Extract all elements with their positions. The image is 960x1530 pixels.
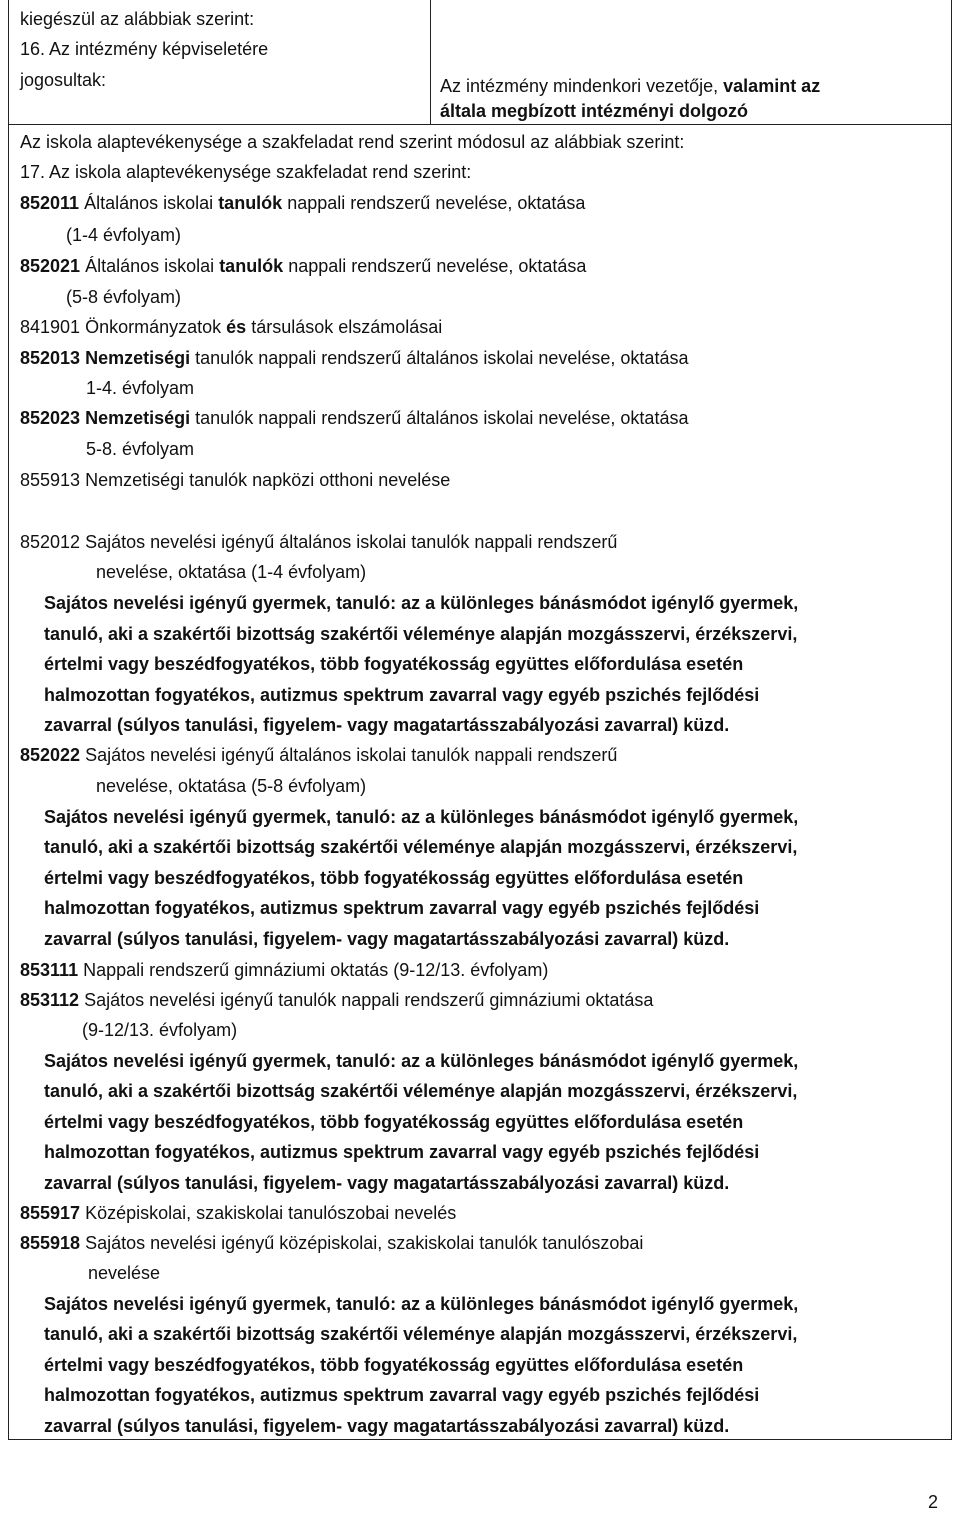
sni-definition-1-line4: halmozottan fogyatékos, autizmus spektrum zavarral vagy egyéb pszichés fejlődési xyxy=(44,685,760,705)
item16-value-line1 xyxy=(440,75,820,97)
sni-definition-2-line2: tanuló, aki a szakértői bizottság szakértői véleménye alapján mozgásszervi, érzékszervi, xyxy=(44,837,798,857)
sni-definition-1-line3: értelmi vagy beszédfogyatékos, több fogyatékosság együttes előfordulása esetén xyxy=(44,654,744,674)
item16-value-part1: Az intézmény mindenkori vezetője, xyxy=(440,76,719,96)
sni-definition-3-line2: tanuló, aki a szakértői bizottság szakértői véleménye alapján mozgásszervi, érzékszervi, xyxy=(44,1081,798,1101)
sni-definition-2-line5: zavarral (súlyos tanulási, figyelem- vagy magatartásszabályozási zavarral) küzd. xyxy=(44,929,730,949)
entry-852021-cont: (5-8 évfolyam) xyxy=(66,287,182,307)
section-intro: Az iskola alaptevékenysége a szakfeladat rend szerint módosul az alábbiak szerint: xyxy=(20,132,685,152)
sni-definition-3-line4: halmozottan fogyatékos, autizmus spektrum zavarral vagy egyéb pszichés fejlődési xyxy=(44,1142,760,1162)
entry-text-part3: nappali rendszerű nevelése, oktatása xyxy=(287,193,586,213)
entry-text-part1: Általános iskolai xyxy=(85,256,215,276)
sni-definition-4-line1: Sajátos nevelési igényű gyermek, tanuló: az a különleges bánásmódot igénylő gyermek, xyxy=(44,1294,799,1314)
entry-code: 853112 xyxy=(20,990,80,1010)
entry-853112 xyxy=(20,989,653,1011)
frame-bottom-border xyxy=(8,1439,952,1440)
entry-text-part3: társulások elszámolásai xyxy=(251,317,443,337)
sni-definition-3-line3: értelmi vagy beszédfogyatékos, több fogyatékosság együttes előfordulása esetén xyxy=(44,1112,744,1132)
entry-code: 853111 xyxy=(20,960,79,980)
frame-column-divider xyxy=(430,0,431,124)
entry-text-part1: Nemzetiségi xyxy=(85,408,191,428)
header-intro: kiegészül az alábbiak szerint: xyxy=(20,9,255,29)
entry-text-part3: tanulók nappali rendszerű általános iskolai nevelése, oktatása xyxy=(195,348,689,368)
entry-855917 xyxy=(20,1202,456,1224)
item16-value-part2: valamint az xyxy=(723,76,821,96)
entry-text-part3: nappali rendszerű nevelése, oktatása xyxy=(288,256,587,276)
entry-853111 xyxy=(20,959,548,981)
entry-text-part1: Nemzetiségi xyxy=(85,348,191,368)
sni-definition-1-line5: zavarral (súlyos tanulási, figyelem- vagy magatartásszabályozási zavarral) küzd. xyxy=(44,715,730,735)
entry-text-part1: Általános iskolai xyxy=(84,193,214,213)
entry-text: Nappali rendszerű gimnáziumi oktatás (9-12/13. évfolyam) xyxy=(83,960,549,980)
entry-code: 841901 xyxy=(20,317,81,337)
entry-text-part3: tanulók nappali rendszerű általános iskolai nevelése, oktatása xyxy=(195,408,689,428)
entry-852011 xyxy=(20,192,585,214)
entry-text-part1: Önkormányzatok xyxy=(85,317,222,337)
entry-code: 852013 xyxy=(20,348,81,368)
sni-definition-2-line3: értelmi vagy beszédfogyatékos, több fogyatékosság együttes előfordulása esetén xyxy=(44,868,744,888)
entry-text-part2: tanulók xyxy=(218,193,283,213)
entry-853112-cont: (9-12/13. évfolyam) xyxy=(82,1020,238,1040)
entry-852023-cont: 5-8. évfolyam xyxy=(86,439,195,459)
sni-definition-4-line3: értelmi vagy beszédfogyatékos, több fogyatékosság együttes előfordulása esetén xyxy=(44,1355,744,1375)
entry-code: 855913 xyxy=(20,470,81,490)
sni-definition-3-line1: Sajátos nevelési igényű gyermek, tanuló: az a különleges bánásmódot igénylő gyermek, xyxy=(44,1051,799,1071)
entry-855913 xyxy=(20,469,450,491)
entry-code: 852011 xyxy=(20,193,80,213)
entry-852013-cont: 1-4. évfolyam xyxy=(86,378,195,398)
entry-852022 xyxy=(20,744,617,766)
entry-text: Nemzetiségi tanulók napközi otthoni nevelése xyxy=(85,470,451,490)
sni-definition-4-line4: halmozottan fogyatékos, autizmus spektrum zavarral vagy egyéb pszichés fejlődési xyxy=(44,1385,760,1405)
sni-definition-1-line1: Sajátos nevelési igényű gyermek, tanuló: az a különleges bánásmódot igénylő gyermek, xyxy=(44,593,799,613)
entry-841901 xyxy=(20,316,442,338)
entry-852021 xyxy=(20,255,586,277)
entry-852023 xyxy=(20,407,688,429)
sni-definition-3-line5: zavarral (súlyos tanulási, figyelem- vagy magatartásszabályozási zavarral) küzd. xyxy=(44,1173,730,1193)
item16-label-line1: 16. Az intézmény képviseletére xyxy=(20,39,269,59)
sni-definition-2-line4: halmozottan fogyatékos, autizmus spektrum zavarral vagy egyéb pszichés fejlődési xyxy=(44,898,760,918)
entry-852012-cont: nevelése, oktatása (1-4 évfolyam) xyxy=(96,562,367,582)
entry-text-part2: és xyxy=(226,317,247,337)
frame-right-border xyxy=(951,0,952,1440)
entry-text: Középiskolai, szakiskolai tanulószobai nevelés xyxy=(85,1203,457,1223)
entry-text: Sajátos nevelési igényű tanulók nappali rendszerű gimnáziumi oktatása xyxy=(84,990,654,1010)
item16-value-line2: általa megbízott intézményi dolgozó xyxy=(440,101,749,121)
entry-855918 xyxy=(20,1232,643,1254)
frame-header-bottom xyxy=(8,124,952,125)
entry-code: 852023 xyxy=(20,408,81,428)
entry-code: 855917 xyxy=(20,1203,81,1223)
entry-852022-cont: nevelése, oktatása (5-8 évfolyam) xyxy=(96,776,367,796)
entry-852013 xyxy=(20,347,688,369)
entry-code: 855918 xyxy=(20,1233,81,1253)
sni-definition-4-line2: tanuló, aki a szakértői bizottság szakértői véleménye alapján mozgásszervi, érzékszervi, xyxy=(44,1324,798,1344)
entry-text-part2: tanulók xyxy=(219,256,284,276)
item16-label-line2: jogosultak: xyxy=(20,70,107,90)
entry-text: Sajátos nevelési igényű középiskolai, szakiskolai tanulók tanulószobai xyxy=(85,1233,644,1253)
entry-855918-cont: nevelése xyxy=(88,1263,161,1283)
sni-definition-2-line1: Sajátos nevelési igényű gyermek, tanuló: az a különleges bánásmódot igénylő gyermek, xyxy=(44,807,799,827)
entry-text: Sajátos nevelési igényű általános iskolai tanulók nappali rendszerű xyxy=(85,745,618,765)
frame-left-border xyxy=(8,0,9,1440)
entry-852012 xyxy=(20,531,617,553)
sni-definition-1-line2: tanuló, aki a szakértői bizottság szakértői véleménye alapján mozgásszervi, érzékszervi, xyxy=(44,624,798,644)
sni-definition-4-line5: zavarral (súlyos tanulási, figyelem- vagy magatartásszabályozási zavarral) küzd. xyxy=(44,1416,730,1436)
entry-code: 852021 xyxy=(20,256,81,276)
entry-code: 852022 xyxy=(20,745,81,765)
entry-code: 852012 xyxy=(20,532,81,552)
item17-title: 17. Az iskola alaptevékenysége szakfeladat rend szerint: xyxy=(20,162,472,182)
entry-852011-cont: (1-4 évfolyam) xyxy=(66,225,182,245)
page-number: 2 xyxy=(927,1492,938,1512)
entry-text: Sajátos nevelési igényű általános iskolai tanulók nappali rendszerű xyxy=(85,532,618,552)
